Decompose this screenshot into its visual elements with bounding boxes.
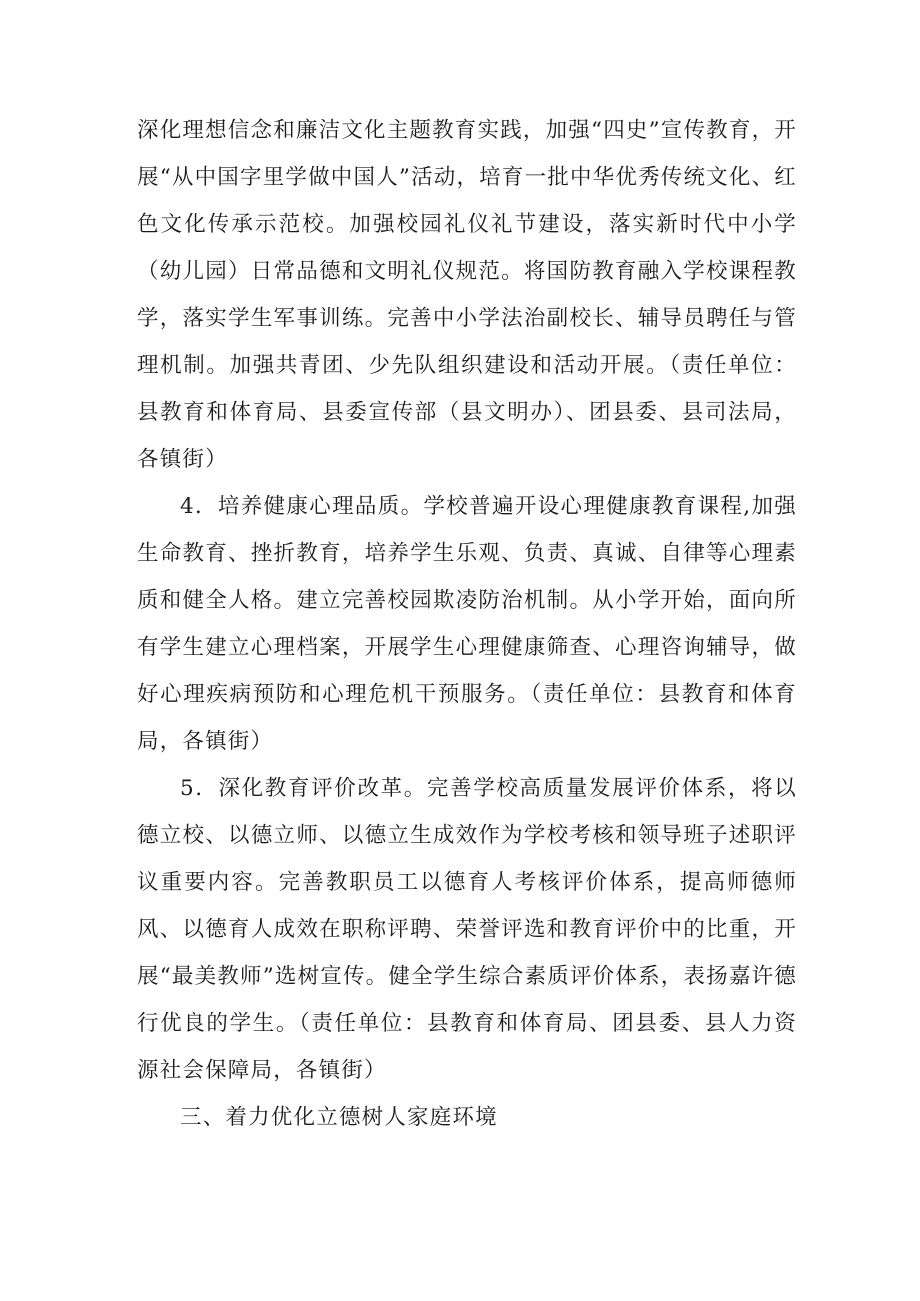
paragraph-evaluation-reform: 5．深化教育评价改革。完善学校高质量发展评价体系，将以德立校、以德立师、以德立生成效作为学校考核和领导班子述职评议重要内容。完善教职员工以德育人考核评价体系，提高师德师风、以德育人成效在职称评聘、荣誉评选和教育评价中的比重，开展“最美教师”选树宣传。健全学生综合素质评价体系，表扬嘉许德行优良的学生。（责任单位：县教育和体育局、团县委、县人力资源社会保障局，各镇街） [137, 776, 797, 1083]
document-body [137, 107, 797, 1141]
paragraph-moral-education-continued: 深化理想信念和廉洁文化主题教育实践，加强“四史”宣传教育，开展“从中国字里学做中国人”活动，培育一批中华优秀传统文化、红色文化传承示范校。加强校园礼仪礼节建设，落实新时代中小学（幼儿园）日常品德和文明礼仪规范。将国防教育融入学校课程教学，落实学生军事训练。完善中小学法治副校长、辅导员聘任与管理机制。加强共青团、少先队组织建设和活动开展。（责任单位：县教育和体育局、县委宣传部（县文明办）、团县委、县司法局，各镇街） [137, 118, 797, 472]
paragraph-mental-health: 4．培养健康心理品质。学校普遍开设心理健康教育课程,加强生命教育、挫折教育，培养学生乐观、负责、真诚、自律等心理素质和健全人格。建立完善校园欺凌防治机制。从小学开始，面向所有学生建立心理档案，开展学生心理健康筛查、心理咨询辅导，做好心理疾病预防和心理危机干预服务。（责任单位：县教育和体育局，各镇街） [137, 494, 797, 754]
section-heading-family-environment: 三、着力优化立德树人家庭环境 [180, 1105, 498, 1130]
